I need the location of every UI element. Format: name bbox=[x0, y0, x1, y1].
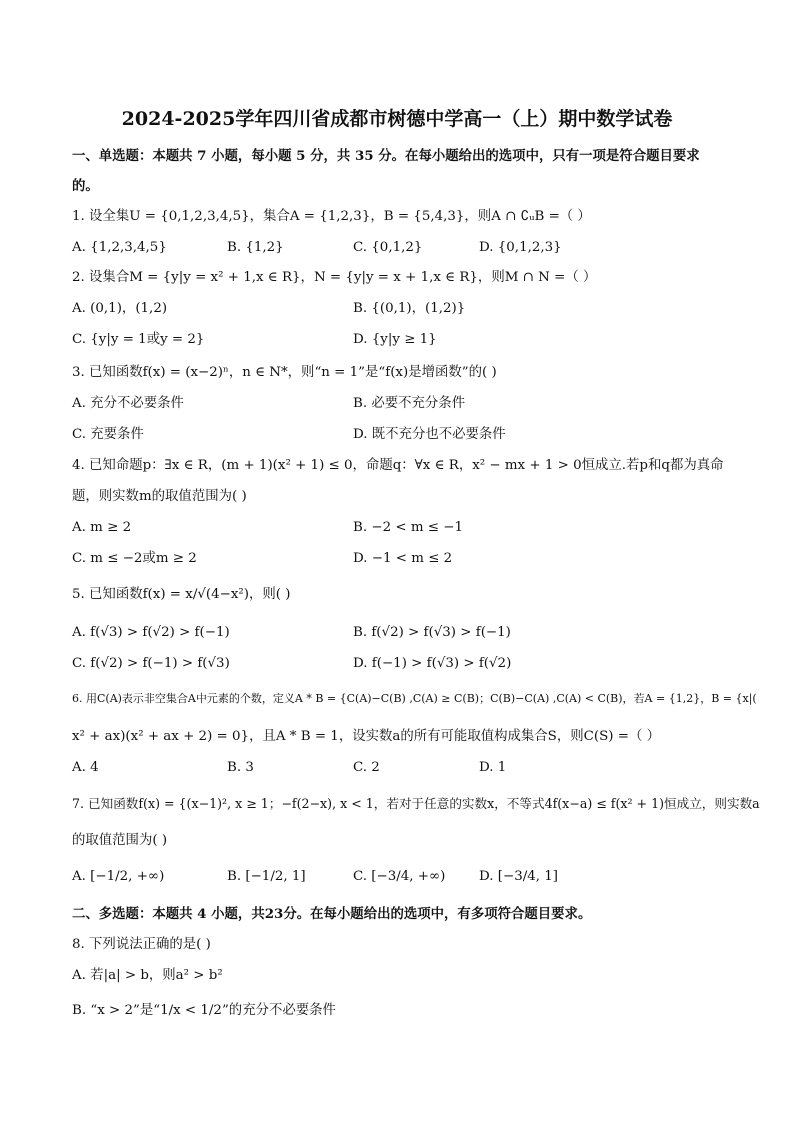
question-3-option-c: C. 充要条件 bbox=[72, 427, 144, 442]
exam-title: 2024-2025学年四川省成都市树德中学高一（上）期中数学试卷 bbox=[121, 108, 673, 130]
question-2-option-c: C. {y|y = 1或y = 2} bbox=[72, 332, 205, 347]
question-6-stem-cont: x² + ax)(x² + ax + 2) = 0}，且A * B = 1，设实数a的所有可能取值构成集合S，则C(S) =（ ） bbox=[72, 729, 661, 744]
question-4-option-a: A. m ≥ 2 bbox=[72, 520, 132, 535]
question-1-stem: 1. 设全集U = {0,1,2,3,4,5}，集合A = {1,2,3}，B = {5,4,3}，则A ∩ ∁ᵤB =（ ） bbox=[72, 209, 591, 224]
question-5-option-c: C. f(√2) > f(−1) > f(√3) bbox=[72, 656, 230, 671]
question-4-option-b: B. −2 < m ≤ −1 bbox=[353, 520, 463, 535]
question-6-options bbox=[72, 758, 732, 778]
question-8-option-a: A. 若|a| > b，则a² > b² bbox=[72, 968, 223, 983]
question-2-options-row2 bbox=[72, 330, 732, 350]
section-one-header-cont: 的。 bbox=[72, 178, 99, 194]
question-1-option-d: D. {0,1,2,3} bbox=[479, 240, 562, 255]
question-1-option-a: A. {1,2,3,4,5} bbox=[72, 240, 167, 255]
question-7-option-d: D. [−3/4, 1] bbox=[479, 869, 559, 884]
question-4-option-d: D. −1 < m ≤ 2 bbox=[353, 551, 453, 566]
question-3-option-a: A. 充分不必要条件 bbox=[72, 396, 184, 411]
question-6-stem: 6. 用C(A)表示非空集合A中元素的个数，定义A * B = {C(A)−C(B) ,C(A) ≥ C(B)；C(B)−C(A) ,C(A) < C(B)，若A = {1,2}，B = {x|( bbox=[72, 692, 757, 705]
question-4-option-c: C. m ≤ −2或m ≥ 2 bbox=[72, 551, 197, 566]
question-7-stem-cont: 的取值范围为( ) bbox=[72, 833, 168, 848]
question-4-options-row2 bbox=[72, 549, 732, 569]
question-6-option-c: C. 2 bbox=[353, 760, 380, 775]
question-7-option-a: A. [−1/2, +∞) bbox=[72, 869, 165, 884]
question-5-option-b: B. f(√2) > f(√3) > f(−1) bbox=[353, 625, 511, 640]
question-7-option-b: B. [−1/2, 1] bbox=[227, 869, 306, 884]
question-8-option-b: B. “x > 2”是“1/x < 1/2”的充分不必要条件 bbox=[72, 1003, 336, 1018]
question-5-options-row2 bbox=[72, 654, 732, 674]
question-2-option-b: B. {(0,1)，(1,2)} bbox=[353, 301, 466, 316]
question-2-option-d: D. {y|y ≥ 1} bbox=[353, 332, 437, 347]
question-1-options bbox=[72, 238, 732, 258]
question-6-option-b: B. 3 bbox=[227, 760, 254, 775]
question-3-options-row2 bbox=[72, 425, 732, 445]
question-5-stem: 5. 已知函数f(x) = x/√(4−x²)，则( ) bbox=[72, 587, 291, 602]
question-4-options-row1 bbox=[72, 518, 732, 538]
question-5-options-row1 bbox=[72, 623, 732, 643]
question-3-option-b: B. 必要不充分条件 bbox=[353, 396, 466, 411]
question-3-option-d: D. 既不充分也不必要条件 bbox=[353, 427, 506, 442]
question-6-option-d: D. 1 bbox=[479, 760, 507, 775]
question-7-stem: 7. 已知函数f(x) = {(x−1)², x ≥ 1；−f(2−x), x < 1，若对于任意的实数x，不等式4f(x−a) ≤ f(x² + 1)恒成立，则实数a bbox=[72, 796, 760, 811]
question-8-stem: 8. 下列说法正确的是( ) bbox=[72, 937, 211, 952]
section-two-header: 二、多选题：本题共 4 小题，共23分。在每小题给出的选项中，有多项符合题目要求。 bbox=[72, 906, 592, 922]
question-2-option-a: A. (0,1)，(1,2) bbox=[72, 301, 168, 316]
question-4-stem: 4. 已知命题p：∃x ∈ R，(m + 1)(x² + 1) ≤ 0，命题q：∀x ∈ R，x² − mx + 1 > 0恒成立.若p和q都为真命 bbox=[72, 458, 724, 473]
question-1-option-b: B. {1,2} bbox=[227, 240, 284, 255]
question-3-options-row1 bbox=[72, 394, 732, 414]
question-5-option-a: A. f(√3) > f(√2) > f(−1) bbox=[72, 625, 230, 640]
question-4-stem-cont: 题，则实数m的取值范围为( ) bbox=[72, 489, 247, 504]
question-5-option-d: D. f(−1) > f(√3) > f(√2) bbox=[353, 656, 512, 671]
question-7-option-c: C. [−3/4, +∞) bbox=[353, 869, 446, 884]
question-3-stem: 3. 已知函数f(x) = (x−2)ⁿ，n ∈ N*，则“n = 1”是“f(x)是增函数”的( ) bbox=[72, 365, 497, 380]
question-1-option-c: C. {0,1,2} bbox=[353, 240, 423, 255]
question-2-options-row1 bbox=[72, 299, 732, 319]
question-2-stem: 2. 设集合M = {y|y = x² + 1,x ∈ R}，N = {y|y = x + 1,x ∈ R}，则M ∩ N =（ ） bbox=[72, 270, 597, 285]
question-6-option-a: A. 4 bbox=[72, 760, 99, 775]
question-7-options bbox=[72, 867, 732, 887]
section-one-header: 一、单选题：本题共 7 小题，每小题 5 分，共 35 分。在每小题给出的选项中，只有一项是符合题目要求 bbox=[72, 148, 700, 164]
